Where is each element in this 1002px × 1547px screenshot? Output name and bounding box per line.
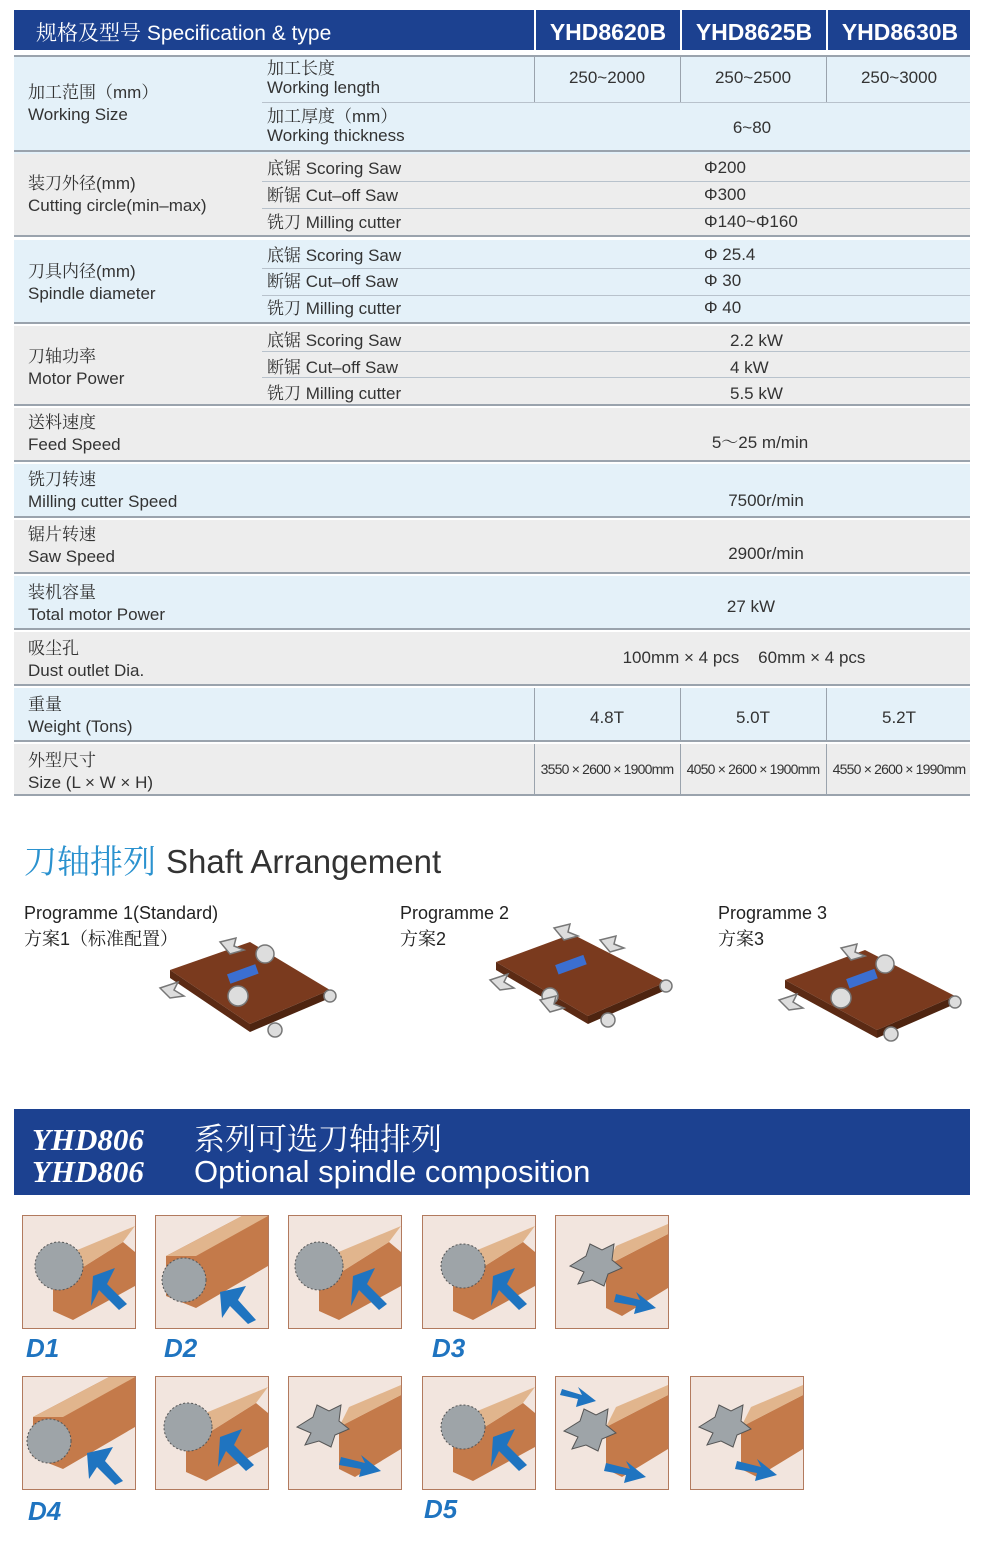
- motor-val-2: 4 kW: [730, 358, 769, 377]
- label-d1: D1: [26, 1333, 60, 1363]
- motor-power-label: 刀轴功率 Motor Power: [28, 347, 125, 388]
- banner-line-cn: YHD806 系列可选刀轴排列: [32, 1122, 442, 1157]
- model-yhd8625b: YHD8625B: [680, 10, 826, 50]
- tile-saw-4: [422, 1215, 536, 1329]
- cutting-circle-val-3: Φ140~Φ160: [704, 212, 798, 231]
- saw-speed-value: 2900r/min: [728, 544, 804, 563]
- tile-saw-1: [22, 1215, 136, 1329]
- spindle-diameter-label: 刀具内径(mm) Spindle diameter: [28, 262, 156, 303]
- label-d5: D5: [424, 1494, 458, 1524]
- tile-cutter-1: [555, 1215, 669, 1329]
- programme-2-label: Programme 2 方案2: [400, 903, 510, 949]
- motor-row-1: 底锯 Scoring Saw: [267, 331, 402, 350]
- cutting-circle-val-1: Φ200: [704, 158, 746, 177]
- tile-cutter-3: [555, 1376, 669, 1490]
- cutting-circle-val-2: Φ300: [704, 185, 746, 204]
- programme-3-label: Programme 3 方案3: [718, 903, 828, 949]
- shaft-arrangement-title: 刀轴排列 Shaft Arrangement: [24, 843, 442, 880]
- tile-cutter-4: [690, 1376, 804, 1490]
- saw-speed-label: 锯片转速 Saw Speed: [28, 525, 115, 566]
- size-label: 外型尺寸 Size (L × W × H): [28, 751, 154, 792]
- size-8625: 4050 × 2600 × 1900mm: [686, 761, 820, 777]
- spindle-val-3: Φ 40: [704, 298, 742, 317]
- weight-label: 重量 Weight (Tons): [28, 695, 133, 736]
- spindle-val-2: Φ 30: [704, 271, 742, 290]
- working-thickness-label: 加工厚度（mm） Working thickness: [267, 107, 405, 145]
- spec-header: [14, 10, 970, 50]
- motor-val-1: 2.2 kW: [730, 331, 783, 350]
- label-d2: D2: [164, 1333, 198, 1363]
- tile-saw-6: [155, 1376, 269, 1490]
- working-length-8625: 250~2500: [714, 68, 792, 87]
- milling-speed-value: 7500r/min: [728, 491, 804, 510]
- spec-header-title: 规格及型号 Specification & type: [36, 22, 332, 45]
- total-power-value: 27 kW: [726, 597, 776, 616]
- banner-line-en: YHD806 Optional spindle composition: [32, 1154, 591, 1189]
- programme-2-board: [480, 920, 680, 1035]
- motor-val-3: 5.5 kW: [730, 384, 783, 403]
- spindle-row-2: 断锯 Cut–off Saw: [267, 272, 399, 291]
- working-length-label: 加工长度 Working length: [267, 59, 381, 97]
- working-thickness-value: 6~80: [732, 118, 772, 137]
- feed-speed-value: 5～25 m/min: [711, 433, 809, 452]
- cutting-circle-row-2: 断锯 Cut–off Saw: [267, 186, 399, 205]
- model-yhd8620b: YHD8620B: [534, 10, 680, 50]
- cutting-circle-row-3: 铣刀 Milling cutter: [267, 213, 402, 232]
- programme-1-board: [140, 920, 350, 1045]
- tile-cutter-2: [288, 1376, 402, 1490]
- weight-8630: 5.2T: [881, 708, 917, 727]
- motor-row-2: 断锯 Cut–off Saw: [267, 358, 399, 377]
- total-power-label: 装机容量 Total motor Power: [28, 583, 165, 624]
- label-d3: D3: [432, 1333, 466, 1363]
- spindle-row-1: 底锯 Scoring Saw: [267, 246, 402, 265]
- weight-8625: 5.0T: [735, 708, 771, 727]
- tile-saw-2: [155, 1215, 269, 1329]
- working-length-8630: 250~3000: [860, 68, 938, 87]
- spindle-val-1: Φ 25.4: [704, 245, 756, 264]
- cutting-circle-row-1: 底锯 Scoring Saw: [267, 159, 402, 178]
- feed-speed-label: 送料速度 Feed Speed: [28, 413, 121, 454]
- cutting-circle-label: 装刀外径(mm) Cutting circle(min–max): [28, 174, 207, 215]
- size-8630: 4550 × 2600 × 1990mm: [832, 761, 966, 777]
- tile-saw-5: [22, 1376, 136, 1490]
- spindle-row-3: 铣刀 Milling cutter: [267, 299, 402, 318]
- model-yhd8630b: YHD8630B: [826, 10, 972, 50]
- size-8620: 3550 × 2600 × 1900mm: [540, 761, 674, 777]
- tile-saw-7: [422, 1376, 536, 1490]
- dust-outlet-label: 吸尘孔 Dust outlet Dia.: [28, 639, 145, 680]
- milling-speed-label: 铣刀转速 Milling cutter Speed: [28, 470, 178, 511]
- programme-3-board: [775, 940, 970, 1045]
- motor-row-3: 铣刀 Milling cutter: [267, 384, 402, 403]
- dust-outlet-value: 100mm × 4 pcs 60mm × 4 pcs: [622, 648, 866, 667]
- tile-saw-3: [288, 1215, 402, 1329]
- working-size-label: 加工范围（mm） Working Size: [28, 83, 159, 124]
- weight-8620: 4.8T: [589, 708, 625, 727]
- programme-1-label: Programme 1(Standard) 方案1（标准配置）: [24, 903, 219, 949]
- yhd806-banner: [14, 1109, 970, 1195]
- label-d4: D4: [28, 1496, 62, 1526]
- working-length-8620: 250~2000: [568, 68, 646, 87]
